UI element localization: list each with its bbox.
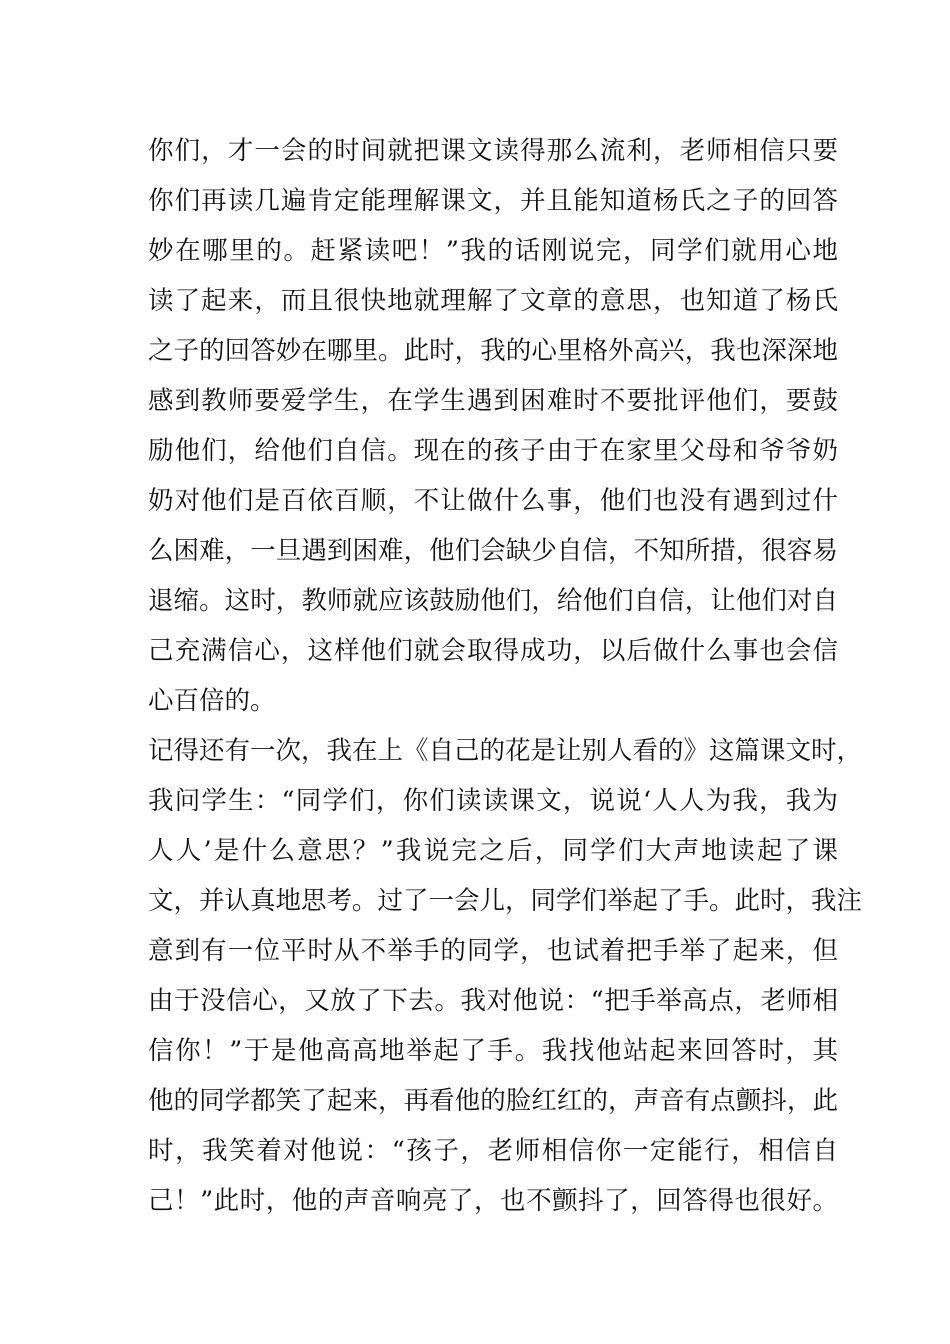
text-line: 他的同学都笑了起来，再看他的脸红红的，声音有点颤抖，此 xyxy=(148,1086,838,1116)
text-line: 感到教师要爱学生，在学生遇到困难时不要批评他们，要鼓 xyxy=(148,386,838,416)
text-line: 由于没信心，又放了下去。我对他说：“把手举高点，老师相 xyxy=(148,986,838,1016)
text-line: 意到有一位平时从不举手的同学，也试着把手举了起来，但 xyxy=(148,936,838,966)
text-line: 心百倍的。 xyxy=(148,686,276,716)
text-line: 奶对他们是百依百顺，不让做什么事，他们也没有遇到过什 xyxy=(148,486,838,516)
text-line: 时，我笑着对他说：“孩子，老师相信你一定能行，相信自 xyxy=(148,1136,838,1166)
text-line: 读了起来，而且很快地就理解了文章的意思，也知道了杨氏 xyxy=(148,286,838,316)
text-line: 己！”此时，他的声音响亮了，也不颤抖了，回答得也很好。 xyxy=(148,1186,838,1216)
text-line: 信你！”于是他高高地举起了手。我找他站起来回答时，其 xyxy=(148,1036,838,1066)
text-line: 我问学生：“同学们，你们读读课文，说说‘人人为我，我为 xyxy=(148,786,838,816)
text-line: 励他们，给他们自信。现在的孩子由于在家里父母和爷爷奶 xyxy=(148,436,838,466)
text-line: 你们，才一会的时间就把课文读得那么流利，老师相信只要 xyxy=(148,136,838,166)
text-line: 人人’是什么意思？”我说完之后，同学们大声地读起了课 xyxy=(148,836,838,866)
text-line: 退缩。这时，教师就应该鼓励他们，给他们自信，让他们对自 xyxy=(148,586,838,616)
text-line: 文，并认真地思考。过了一会儿，同学们举起了手。此时，我注 xyxy=(148,886,863,916)
text-line: 妙在哪里的。赶紧读吧！”我的话刚说完，同学们就用心地 xyxy=(148,236,838,266)
text-line: 你们再读几遍肯定能理解课文，并且能知道杨氏之子的回答 xyxy=(148,186,838,216)
text-line: 么困难，一旦遇到困难，他们会缺少自信，不知所措，很容易 xyxy=(148,536,838,566)
text-line: 记得还有一次，我在上《自己的花是让别人看的》这篇课文时， xyxy=(148,736,863,766)
text-line: 己充满信心，这样他们就会取得成功，以后做什么事也会信 xyxy=(148,636,838,666)
text-line: 之子的回答妙在哪里。此时，我的心里格外高兴，我也深深地 xyxy=(148,336,838,366)
